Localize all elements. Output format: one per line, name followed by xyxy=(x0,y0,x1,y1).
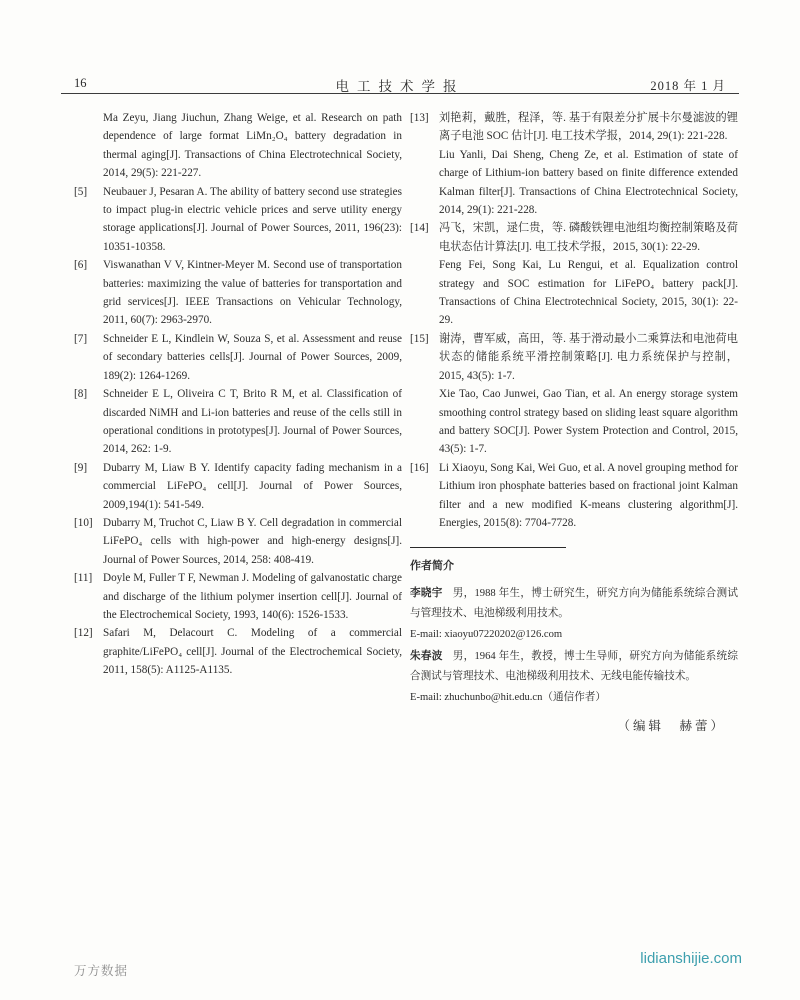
author-email: E-mail: zhuchunbo@hit.edu.cn（通信作者） xyxy=(410,691,606,703)
reference-text: Viswanathan V V, Kintner-Meyer M. Second use of transportation batteries: maximizing the value of batteries for transportation and grid services[J]. IEEE Transactions on Vehicular Technology, 2011, 60(7): 2963-2970. xyxy=(103,259,402,327)
author-bio-text xyxy=(410,583,738,625)
page-header xyxy=(74,76,726,92)
reference-item-7 xyxy=(74,330,402,385)
references-column-left xyxy=(74,109,402,680)
author-email: E-mail: xiaoyu07220202@126.com xyxy=(410,628,563,640)
reference-translation: Liu Yanli, Dai Sheng, Cheng Ze, et al. Estimation of state of charge of Lithium-ion battery based on finite difference extended Kalman filter[J]. Transactions of China Electrotechnical Society, 2014, 29(1): 221-228. xyxy=(439,148,738,217)
reference-translation: Feng Fei, Song Kai, Lu Rengui, et al. Equalization control strategy and SOC estimation for LiFePO₄ battery pack[J]. Transactions of China Electrotechnical Society, 2015, 30(1): 22-29. xyxy=(439,259,738,327)
author-bio-entry xyxy=(410,646,738,709)
journal-title: 电工技术学报 xyxy=(335,79,465,94)
reference-item-11 xyxy=(74,569,402,624)
reference-number: [15] xyxy=(410,332,429,345)
author-description: 男，1964 年生，教授，博士生导师，研究方向为储能系统综合测试与管理技术、电池梯级利用技术、无线电能传输技术。 xyxy=(410,650,738,683)
reference-text: Li Xiaoyu, Song Kai, Wei Guo, et al. A novel grouping method for Lithium iron phosphate batteries based on fractional joint Kalman filter and a new modified K-means clustering algorithm[J]. Energies, 2015(8): 7704-7728. xyxy=(439,461,738,529)
reference-item-14 xyxy=(410,219,738,329)
reference-number: [14] xyxy=(410,222,429,235)
editor-note: （编辑 赫蕾） xyxy=(617,719,726,734)
page-number: 16 xyxy=(74,76,87,90)
reference-text: Schneider E L, Kindlein W, Souza S, et al. Assessment and reuse of secondary batteries cells[J]. Journal of Power Sources, 2009, 189(2): 1264-1269. xyxy=(103,332,402,382)
reference-text: Doyle M, Fuller T F, Newman J. Modeling of galvanostatic charge and discharge of the lithium polymer insertion cell[J]. Journal of the Electrochemical Society, 1993, 140(6): 1526-1533. xyxy=(103,572,402,621)
reference-number: [10] xyxy=(74,516,93,529)
reference-text: Safari M, Delacourt C. Modeling of a commercial graphite/LiFePO₄ cell[J]. Journal of the Electrochemical Society, 2011, 158(5): A1125-A1135. xyxy=(103,627,402,677)
reference-text: Dubarry M, Truchot C, Liaw B Y. Cell degradation in commercial LiFePO₄ cells with high-power and high-energy designs[J]. Journal of Power Sources, 2014, 258: 408-419. xyxy=(103,516,402,566)
author-bio-text xyxy=(410,646,738,688)
author-bio-divider xyxy=(410,547,566,548)
reference-item-13 xyxy=(410,109,738,219)
author-bio-heading: 作者简介 xyxy=(410,560,454,573)
reference-text: Ma Zeyu, Jiang Jiuchun, Zhang Weige, et al. Research on path dependence of large format LiMn₂O₄ battery degradation in thermal aging[J]. Transactions of China Electrotechnical Society, 2014, 29(5): 221-227. xyxy=(103,112,402,180)
reference-translation: Xie Tao, Cao Junwei, Gao Tian, et al. An energy storage system smoothing control strategy based on sliding least square algorithm and battery SOC[J]. Power System Protection and Control, 2015, 43(5): 1-7. xyxy=(439,388,738,456)
author-name: 李晓宇 xyxy=(410,586,443,599)
issue-date: 2018 年 1 月 xyxy=(650,79,726,93)
reference-text: Schneider E L, Oliveira C T, Brito R M, et al. Classification of discarded NiMH and Li-ion batteries and reuse of the cells still in operational conditions in prototypes[J]. Journal of Power Sources, 2014, 262: 1-9. xyxy=(103,388,402,456)
reference-item-9 xyxy=(74,459,402,514)
reference-item-16 xyxy=(410,459,738,533)
reference-text-chinese: 刘艳莉，戴胜，程泽，等. 基于有限差分扩展卡尔曼滤波的锂离子电池 SOC 估计[J]. 电工技术学报，2014, 29(1): 221-228. xyxy=(439,112,738,143)
reference-item-12 xyxy=(74,624,402,679)
reference-item-4-continuation xyxy=(74,109,402,183)
reference-number: [12] xyxy=(74,627,93,640)
reference-number: [16] xyxy=(410,461,429,474)
reference-number: [8] xyxy=(74,388,88,401)
reference-number: [9] xyxy=(74,461,88,474)
reference-item-10 xyxy=(74,514,402,569)
reference-text-chinese: 谢涛，曹军威，高田，等. 基于滑动最小二乘算法和电池荷电状态的储能系统平滑控制策略[J]. 电力系统保护与控制，2015, 43(5): 1-7. xyxy=(439,332,738,382)
reference-item-6 xyxy=(74,256,402,330)
author-description: 男，1988 年生，博士研究生，研究方向为储能系统综合测试与管理技术、电池梯级利用技术。 xyxy=(410,587,738,620)
reference-number: [7] xyxy=(74,332,88,345)
author-bio-entry xyxy=(410,583,738,646)
reference-item-5 xyxy=(74,183,402,257)
author-name: 朱春波 xyxy=(410,649,443,662)
wanfang-watermark: 万方数据 xyxy=(74,964,129,978)
site-watermark: lidianshijie.com xyxy=(640,950,742,967)
reference-text: Neubauer J, Pesaran A. The ability of battery second use strategies to impact plug-in electric vehicle prices and serve utility energy storage applications[J]. Journal of Power Sources, 2011, 196(23): 10351-10358. xyxy=(103,185,402,253)
reference-item-8 xyxy=(74,385,402,459)
reference-text: Dubarry M, Liaw B Y. Identify capacity fading mechanism in a commercial LiFePO₄ cell[J]. Journal of Power Sources, 2009,194(1): 541-549. xyxy=(103,461,402,511)
header-divider xyxy=(61,93,739,94)
reference-number: [11] xyxy=(74,572,93,585)
reference-number: [5] xyxy=(74,185,88,198)
reference-item-15 xyxy=(410,330,738,459)
reference-number: [6] xyxy=(74,259,88,272)
reference-text-chinese: 冯飞，宋凯，逯仁贵，等. 磷酸铁锂电池组均衡控制策略及荷电状态估计算法[J]. 电工技术学报，2015, 30(1): 22-29. xyxy=(439,222,738,253)
references-column-right xyxy=(410,109,738,736)
reference-number: [13] xyxy=(410,112,429,124)
